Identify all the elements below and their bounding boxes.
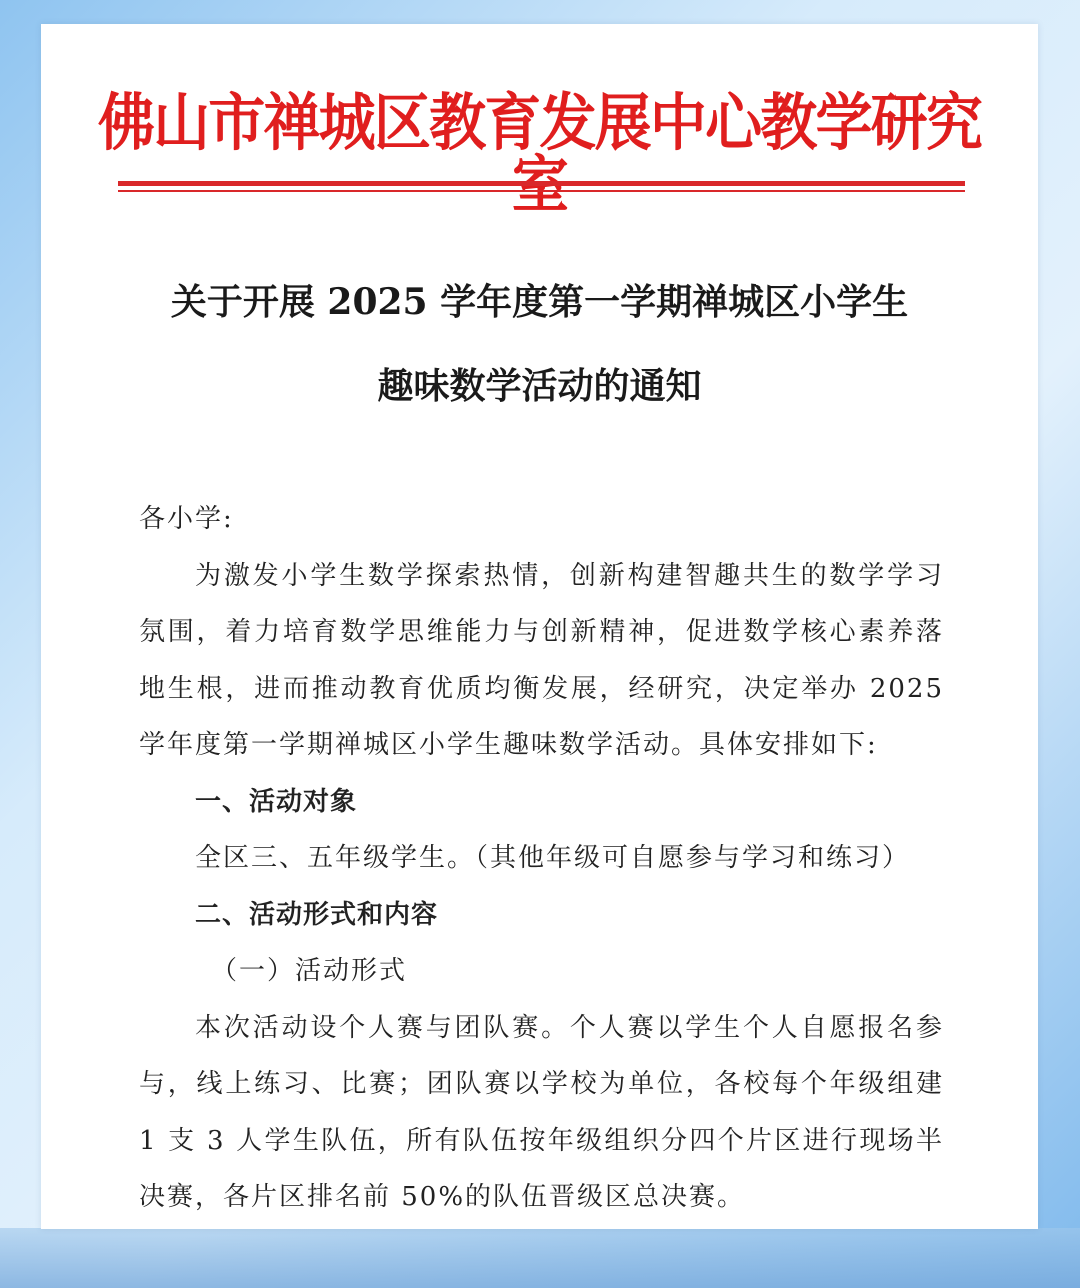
section1-text: 全区三、五年级学生。（其他年级可自愿参与学习和练习） [195,843,911,873]
notice-title-line2: 趣味数学活动的通知 [377,365,702,407]
document-page [41,24,1038,1229]
red-rule-thin [118,190,965,192]
section1-heading: 一、活动对象 [195,786,358,817]
notice-title-line1: 关于开展 2025 学年度第一学期禅城区小学生 [170,281,909,323]
letterhead-red-rule [118,181,965,192]
section2-sub1-text: 本次活动设个人赛与团队赛。个人赛以学生个人自愿报名参与，线上练习、比赛；团队赛以学校为单位，各校每个年级组建 1 支 3 人学生队伍，所有队伍按年级组织分四个片区进行现场半决赛，各片区排名前 50%的队伍晋级区总决赛。 [139,1012,944,1212]
background-band [0,1228,1080,1288]
section2-heading: 二、活动形式和内容 [195,899,439,930]
notice-title [41,260,1038,428]
section2-subheading: （一）活动形式 [211,956,408,986]
salutation: 各小学: [139,504,234,534]
letterhead-issuer: 佛山市禅城区教育发展中心教学研究室 [97,86,982,221]
red-rule-thick [118,181,965,186]
notice-body [139,491,944,1226]
intro-paragraph: 为激发小学生数学探索热情，创新构建智趣共生的数学学习氛围，着力培育数学思维能力与创新精神，促进数学核心素养落地生根，进而推动教育优质均衡发展，经研究，决定举办 2025 学年度第一学期禅城区小学生趣味数学活动。具体安排如下: [139,560,944,760]
